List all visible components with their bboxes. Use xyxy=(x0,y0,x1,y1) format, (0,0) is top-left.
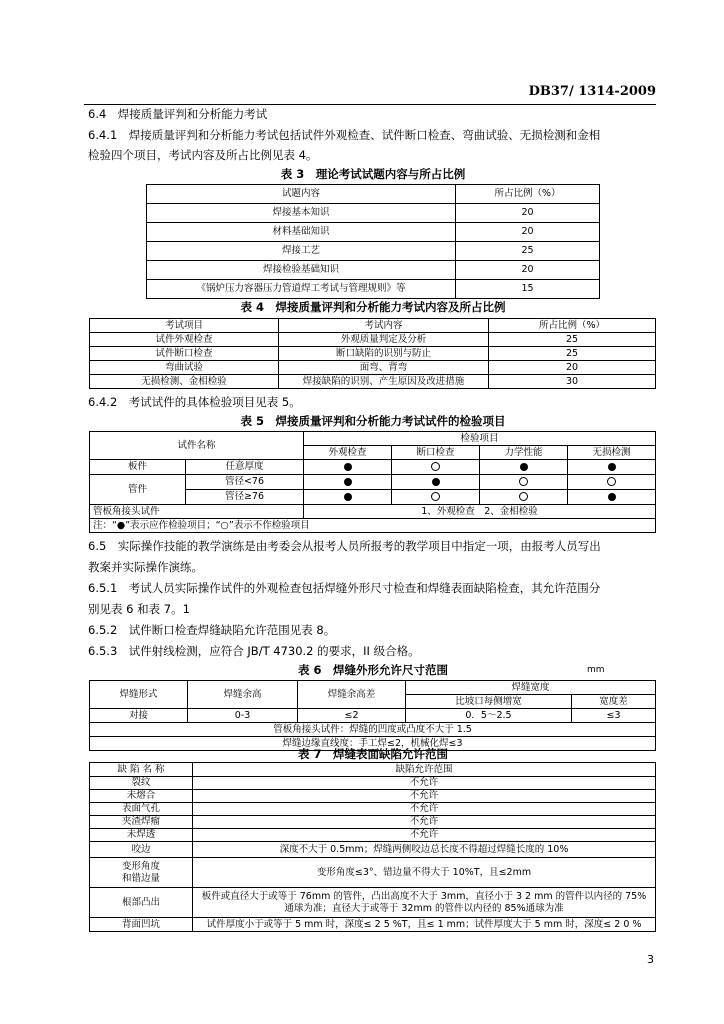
table4-cell: 25 xyxy=(489,347,656,361)
table6-note: 焊缝边缘直线度：手工焊≤2，机械化焊≤3 xyxy=(90,737,656,751)
table7-defect xyxy=(90,858,193,888)
table3-header: 试题内容 xyxy=(147,185,456,204)
table3-title: 表 3 理论考试试题内容与所占比例 xyxy=(280,167,466,181)
table7-header: 缺陷允许范围 xyxy=(193,763,656,777)
inspection-mark-icon xyxy=(344,463,352,471)
section-6-4-1-line1: 6.4.1 焊接质量评判和分析能力考试包括试件外观检查、试件断口检查、弯曲试验、无损检测和金相 xyxy=(88,128,601,142)
table5-pipe-spec: 管径<76 xyxy=(186,475,304,490)
table7-defect: 咬边 xyxy=(90,842,193,858)
section-6-4: 6.4 焊接质量评判和分析能力考试 xyxy=(88,107,268,121)
table6-cell: ≤2 xyxy=(298,709,406,723)
page-number: 3 xyxy=(647,953,654,966)
table7-deform-name-line1: 变形角度 xyxy=(121,860,160,872)
inspection-mark-icon xyxy=(519,477,528,486)
mark-cell xyxy=(480,475,568,490)
table7-header: 缺 陷 名 称 xyxy=(90,763,193,777)
table6-header: 焊缝余高差 xyxy=(298,681,406,709)
table7-defect: 未焊透 xyxy=(90,829,193,842)
table3-cell: 20 xyxy=(456,223,600,242)
table7-defect: 裂纹 xyxy=(90,777,193,790)
inspection-mark-icon xyxy=(608,463,616,471)
table7-title: 表 7 焊缝表面缺陷允许范围 xyxy=(297,747,448,761)
section-6-5-3: 6.5.3 试件射线检测，应符合 JB/T 4730.2 的要求，II 级合格。 xyxy=(88,644,420,658)
mark-cell xyxy=(392,490,480,505)
table5-col-header: 无损检测 xyxy=(568,446,656,460)
table3-cell: 焊接工艺 xyxy=(147,242,456,261)
table4-cell: 断口缺陷的识别与防止 xyxy=(279,347,489,361)
mark-cell xyxy=(568,475,656,490)
table3-cell: 20 xyxy=(456,204,600,223)
table7 xyxy=(89,762,656,932)
table7-defect: 根部凸出 xyxy=(90,888,193,918)
section-6-4-2: 6.4.2 考试试件的具体检验项目见表 5。 xyxy=(88,395,301,409)
table6-note: 管板角接头试件：焊缝的凹度或凸度不大于 1.5 xyxy=(90,723,656,737)
table4-cell: 面弯、背弯 xyxy=(279,361,489,375)
table7-defect: 未熔合 xyxy=(90,790,193,803)
table5-plate-spec: 任意厚度 xyxy=(186,460,304,475)
table7-defect: 夹渣焊瘤 xyxy=(90,816,193,829)
inspection-mark-icon xyxy=(344,478,352,486)
table7-limit: 变形角度≤3°、错边量不得大于 10%T，且≤2mm xyxy=(193,858,656,888)
table7-limit: 不允许 xyxy=(193,790,656,803)
table6-cell: 0．5～2.5 xyxy=(406,709,572,723)
table5-tube-plate-items: 1、外观检查 2、金相检验 xyxy=(304,505,656,519)
table6-header: 焊缝形式 xyxy=(90,681,188,709)
mark-cell xyxy=(304,460,392,475)
table7-defect: 背面凹坑 xyxy=(90,918,193,932)
table3-cell: 15 xyxy=(456,280,600,299)
table4-cell: 25 xyxy=(489,333,656,347)
table6 xyxy=(89,680,656,751)
table5-col-header: 力学性能 xyxy=(480,446,568,460)
table5-note: 注：“●”表示应作检验项目；“○”表示不作检验项目 xyxy=(90,519,656,533)
section-6-5-1-line1: 6.5.1 考试人员实际操作试件的外观检查包括焊缝外形尺寸检查和焊缝表面缺陷检查，其允许范围分 xyxy=(88,581,601,595)
table6-header: 宽度差 xyxy=(572,695,656,709)
table5-col-header: 外观检查 xyxy=(304,446,392,460)
table3 xyxy=(146,184,600,299)
mark-cell xyxy=(392,475,480,490)
section-6-5-2: 6.5.2 试件断口检查焊缝缺陷允许范围见表 8。 xyxy=(88,623,336,637)
mark-cell xyxy=(568,490,656,505)
table4-cell: 试件外观检查 xyxy=(90,333,279,347)
table5-pipe-spec: 管径≥76 xyxy=(186,490,304,505)
table6-header: 焊缝宽度 xyxy=(406,681,656,695)
table6-cell: ≤3 xyxy=(572,709,656,723)
mark-cell xyxy=(392,460,480,475)
table7-limit xyxy=(193,888,656,918)
table4-cell: 弯曲试验 xyxy=(90,361,279,375)
table5-specimen-header: 试件名称 xyxy=(90,432,304,460)
table3-header: 所占比例（%） xyxy=(456,185,600,204)
table4-cell: 30 xyxy=(489,375,656,389)
inspection-mark-icon xyxy=(431,492,440,501)
table4-cell: 无损检测、金相检验 xyxy=(90,375,279,389)
table6-title xyxy=(88,662,658,678)
inspection-mark-icon xyxy=(520,463,528,471)
table6-title-text: 表 6 焊缝外形允许尺寸范围 xyxy=(297,663,448,677)
mark-cell xyxy=(480,490,568,505)
table3-cell: 《锅炉压力容器压力管道焊工考试与管理规则》等 xyxy=(147,280,456,299)
mark-cell xyxy=(480,460,568,475)
table3-cell: 25 xyxy=(456,242,600,261)
table4-cell: 试件断口检查 xyxy=(90,347,279,361)
table5-pipe: 管件 xyxy=(90,475,186,505)
table7-limit: 不允许 xyxy=(193,777,656,790)
inspection-mark-icon xyxy=(431,462,440,471)
table4-header: 考试项目 xyxy=(90,319,279,333)
table6-header: 比坡口每侧增宽 xyxy=(406,695,572,709)
table6-cell: 0-3 xyxy=(188,709,298,723)
section-6-4-1-line2: 检验四个项目，考试内容及所占比例见表 4。 xyxy=(88,148,318,162)
table3-cell: 焊接基本知识 xyxy=(147,204,456,223)
section-6-5-1-line2: 别见表 6 和表 7。1 xyxy=(88,602,190,616)
mark-cell xyxy=(568,460,656,475)
table4-cell: 外观质量判定及分析 xyxy=(279,333,489,347)
inspection-mark-icon xyxy=(344,493,352,501)
table7-root-line2: 通球为准；直径大于或等于 32mm 的管件以内径的 85%通球为准 xyxy=(284,902,564,914)
table7-defect: 表面气孔 xyxy=(90,803,193,816)
inspection-mark-icon xyxy=(519,492,528,501)
table3-cell: 材料基础知识 xyxy=(147,223,456,242)
inspection-mark-icon xyxy=(608,493,616,501)
inspection-mark-icon xyxy=(432,478,440,486)
table4-cell: 20 xyxy=(489,361,656,375)
table5-plate: 板件 xyxy=(90,460,186,475)
table7-limit: 不允许 xyxy=(193,816,656,829)
mark-cell xyxy=(304,490,392,505)
table5-title: 表 5 焊接质量评判和分析能力考试试件的检验项目 xyxy=(240,414,506,428)
table7-limit: 深度不大于 0.5mm；焊缝两侧咬边总长度不得超过焊缝长度的 10% xyxy=(193,842,656,858)
table6-header: 焊缝余高 xyxy=(188,681,298,709)
table7-limit: 不允许 xyxy=(193,803,656,816)
table4-cell: 焊接缺陷的识别、产生原因及改进措施 xyxy=(279,375,489,389)
inspection-mark-icon xyxy=(607,477,616,486)
table4-header: 考试内容 xyxy=(279,319,489,333)
table6-cell: 对接 xyxy=(90,709,188,723)
table7-root-line1: 板件或直径大于或等于 76mm 的管件，凸出高度不大于 3mm，直径小于 3 2 mm 的管件以内径的 75% xyxy=(201,890,647,902)
table5-tube-plate: 管板角接头试件 xyxy=(90,505,304,519)
section-6-5-line1: 6.5 实际操作技能的教学演练是由考委会从报考人员所报考的教学项目中指定一项，由报考人员写出 xyxy=(88,539,601,553)
table3-cell: 20 xyxy=(456,261,600,280)
standard-code: DB37/ 1314-2009 xyxy=(528,84,656,99)
table4-title: 表 4 焊接质量评判和分析能力考试内容及所占比例 xyxy=(240,300,506,314)
table3-cell: 焊接检验基础知识 xyxy=(147,261,456,280)
table7-limit: 不允许 xyxy=(193,829,656,842)
table5-col-header: 断口检查 xyxy=(392,446,480,460)
table7-deform-name-line2: 和错边量 xyxy=(121,872,160,884)
table7-limit: 试件厚度小于或等于 5 mm 时，深度≤ 2 5 %T，且≤ 1 mm；试件厚度大于 5 mm 时，深度≤ 2 0 % xyxy=(193,918,656,932)
table5 xyxy=(89,431,656,533)
table4-header: 所占比例（%） xyxy=(489,319,656,333)
table5-items-header: 检验项目 xyxy=(304,432,656,446)
table4 xyxy=(89,318,656,389)
section-6-5-line2: 教案并实际操作演练。 xyxy=(88,560,203,574)
table6-unit: mm xyxy=(587,665,605,675)
mark-cell xyxy=(304,475,392,490)
